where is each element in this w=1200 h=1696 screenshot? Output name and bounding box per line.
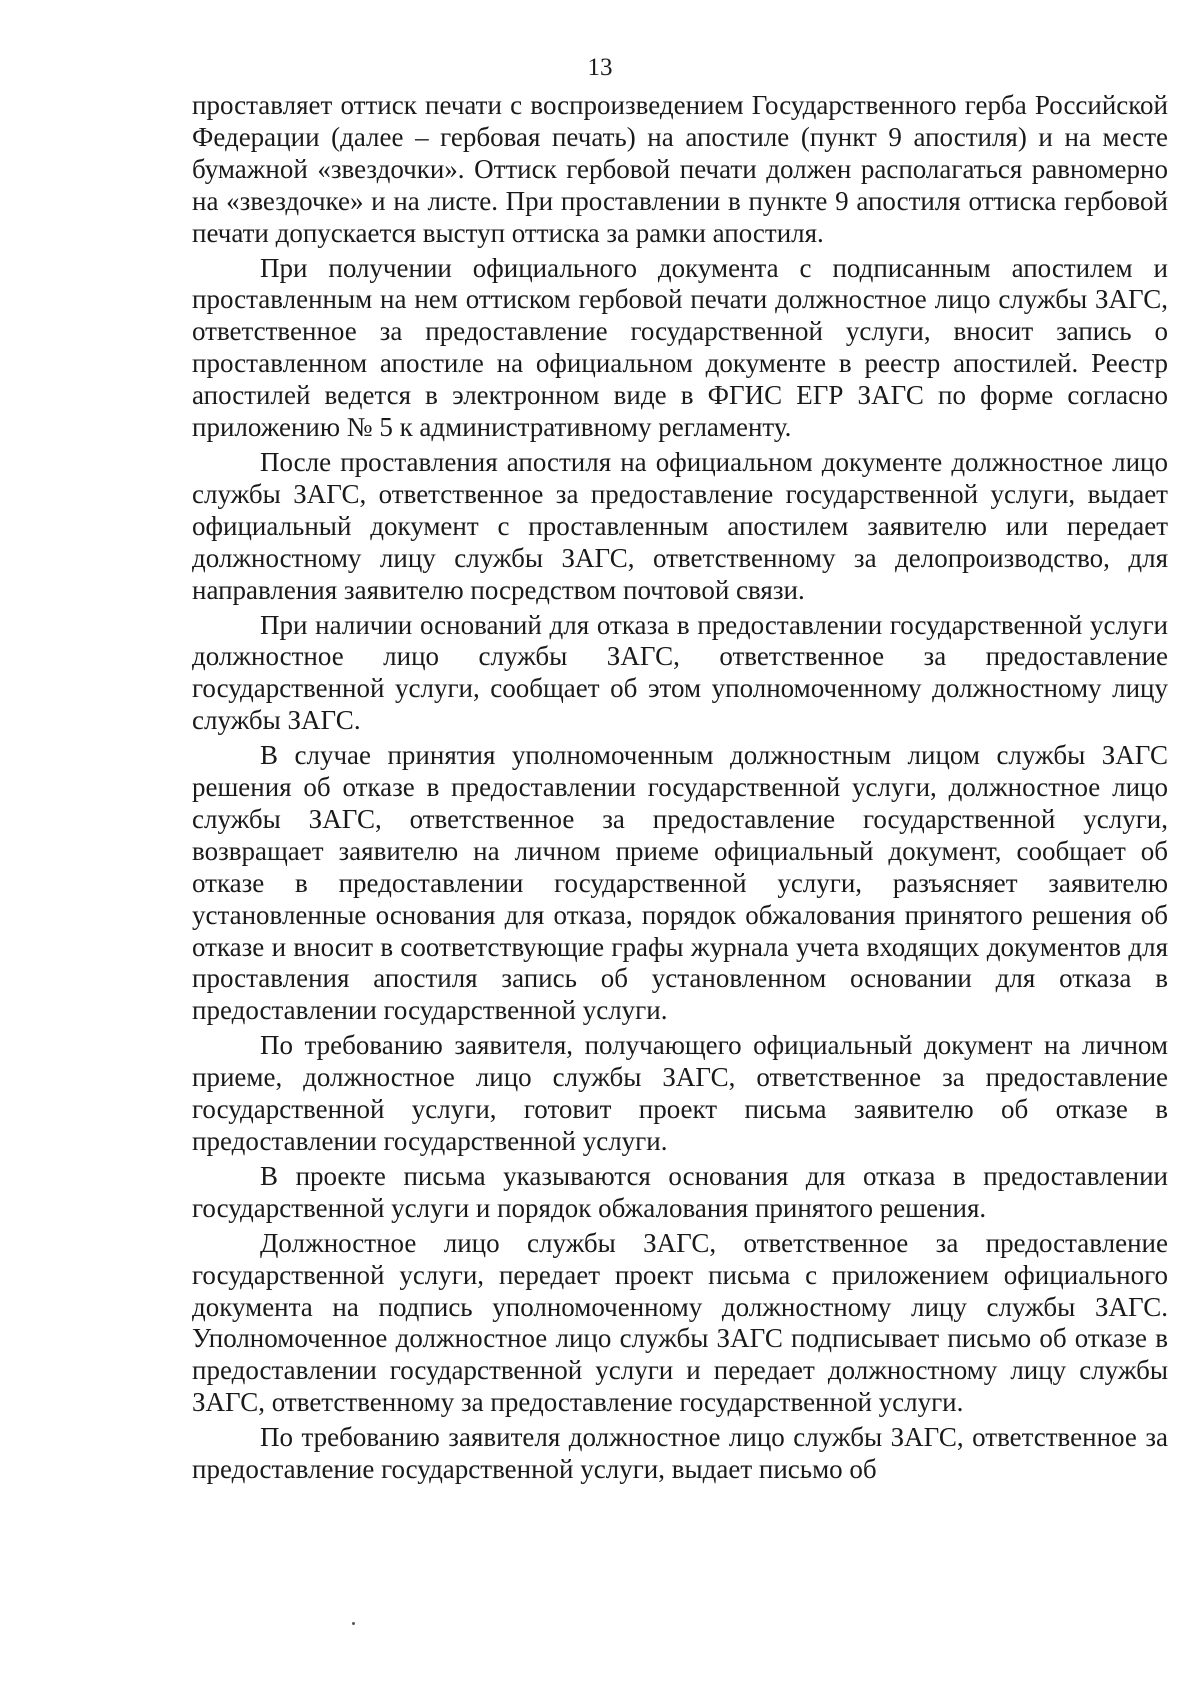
paragraph-3: После проставления апостиля на официальном документе должностное лицо службы ЗАГС, ответственное за предоставление государственной услуги, выдает официальный документ с проставленным апостилем заявителю или передает должностному лицу службы ЗАГС, ответственному за делопроизводство, для направления заявителю посредством почтовой связи. (192, 446, 1168, 605)
paragraph-4: При наличии оснований для отказа в предоставлении государственной услуги должностное лицо службы ЗАГС, ответственное за предоставление государственной услуги, сообщает об этом уполномоченному должностному лицу службы ЗАГС. (192, 609, 1168, 736)
scan-speck (352, 1622, 355, 1625)
paragraph-1: проставляет оттиск печати с воспроизведением Государственного герба Российской Федерации (далее – гербовая печать) на апостиле (пункт 9 апостиля) и на месте бумажной «звездочки». Оттиск гербовой печати должен располагаться равномерно на «звездочке» и на листе. При проставлении в пункте 9 апостиля оттиска гербовой печати допускается выступ оттиска за рамки апостиля. (192, 90, 1168, 248)
document-body (192, 90, 1168, 1489)
paragraph-2: При получении официального документа с подписанным апостилем и проставленным на нем оттиском гербовой печати должностное лицо службы ЗАГС, ответственное за предоставление государственной услуги, вносит запись о проставленном апостиле на официальном документе в реестр апостилей. Реестр апостилей ведется в электронном виде в ФГИС ЕГР ЗАГС по форме согласно приложению № 5 к административному регламенту. (192, 252, 1168, 443)
paragraph-5: В случае принятия уполномоченным должностным лицом службы ЗАГС решения об отказе в предоставлении государственной услуги, должностное лицо службы ЗАГС, ответственное за предоставление государственной услуги, возвращает заявителю на личном приеме официальный документ, сообщает об отказе в предоставлении государственной услуги, разъясняет заявителю установленные основания для отказа, порядок обжалования принятого решения об отказе и вносит в соответствующие графы журнала учета входящих документов для проставления апостиля запись об установленном основании для отказа в предоставлении государственной услуги. (192, 740, 1168, 1026)
paragraph-6: По требованию заявителя, получающего официальный документ на личном приеме, должностное лицо службы ЗАГС, ответственное за предоставление государственной услуги, готовит проект письма заявителю об отказе в предоставлении государственной услуги. (192, 1030, 1168, 1156)
paragraph-7: В проекте письма указываются основания для отказа в предоставлении государственной услуги и порядок обжалования принятого решения. (192, 1160, 1168, 1223)
page-number: 13 (587, 54, 613, 81)
paragraph-8: Должностное лицо службы ЗАГС, ответственное за предоставление государственной услуги, передает проект письма с приложением официального документа на подпись уполномоченному должностному лицу службы ЗАГС. Уполномоченное должностное лицо службы ЗАГС подписывает письмо об отказе в предоставлении государственной услуги и передает должностному лицу службы ЗАГС, ответственному за предоставление государственной услуги. (192, 1227, 1168, 1418)
paragraph-9: По требованию заявителя должностное лицо службы ЗАГС, ответственное за предоставление государственной услуги, выдает письмо об (192, 1422, 1168, 1485)
